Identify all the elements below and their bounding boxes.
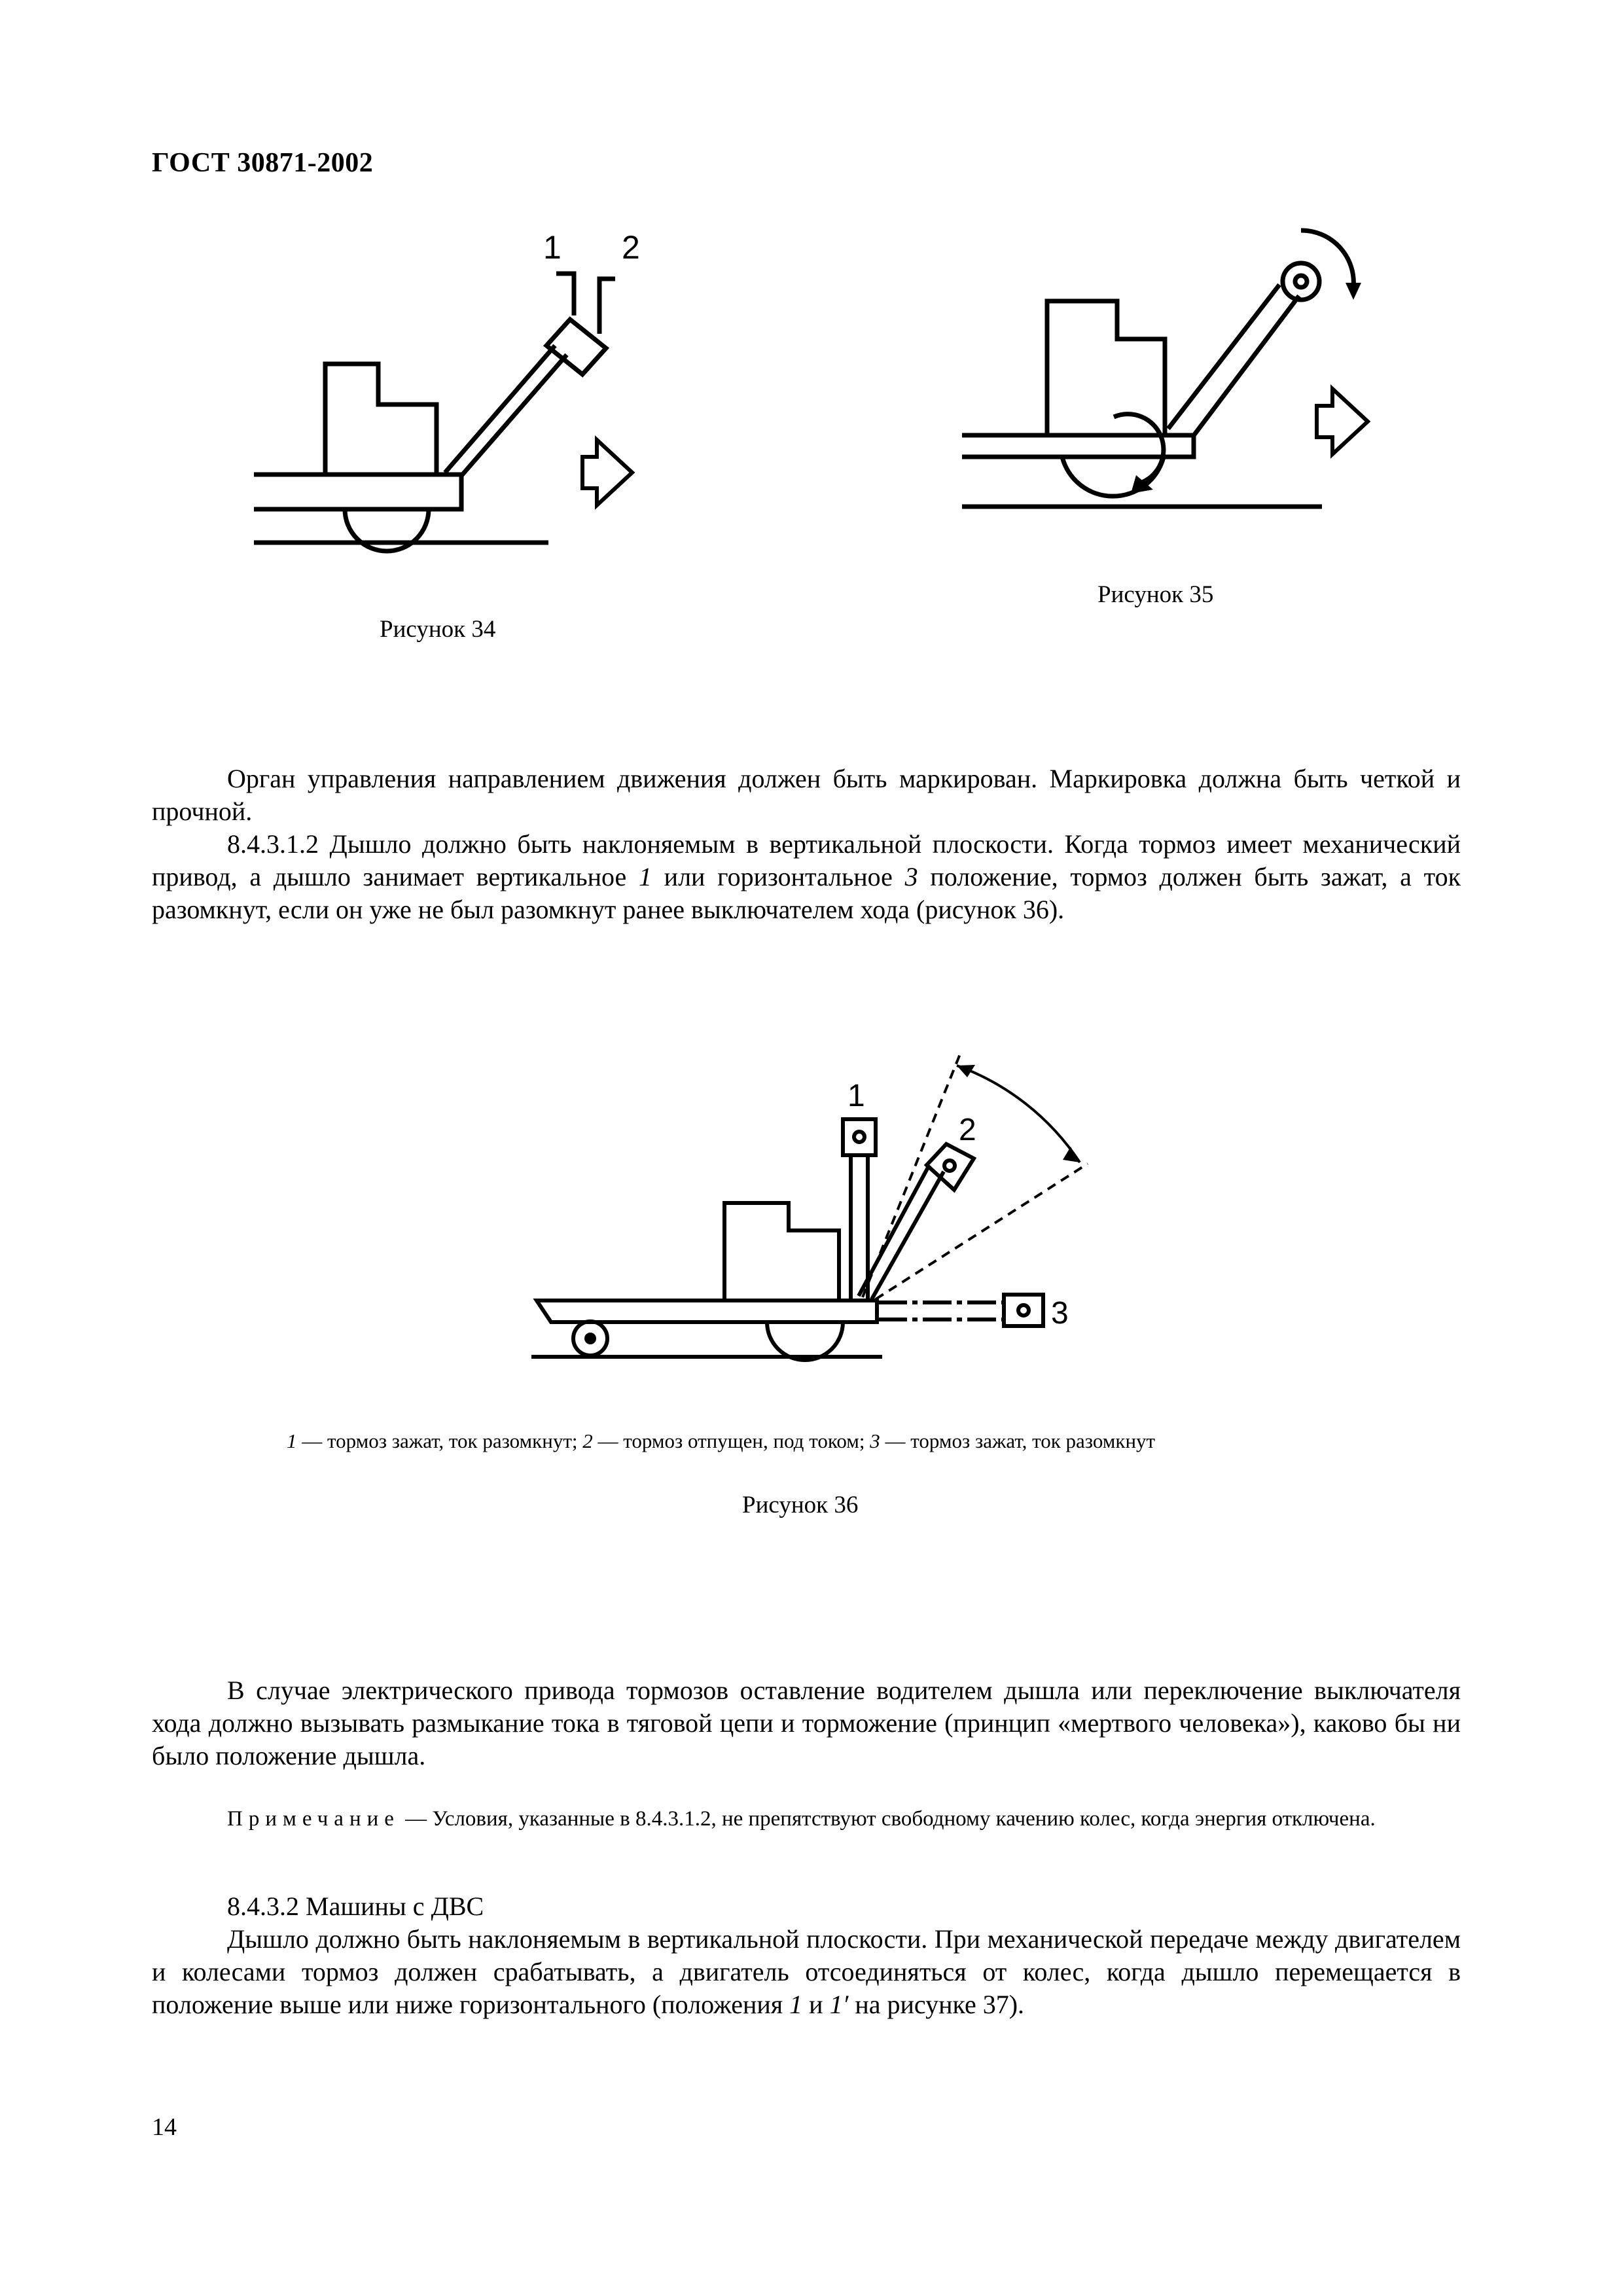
legend-n3: 3 bbox=[870, 1429, 880, 1452]
fig36-range-arc bbox=[957, 1066, 1080, 1162]
note-text: — Условия, указанные в 8.4.3.1.2, не препятствуют свободному качению колес, когда энергия отключена. bbox=[399, 1807, 1376, 1831]
fig36-grip-pos1 bbox=[843, 1119, 876, 1155]
fig35-handle bbox=[1168, 285, 1279, 429]
legend-t1: — тормоз зажат, ток разомкнут; bbox=[296, 1429, 583, 1452]
fig35-direction-arrow bbox=[1317, 389, 1368, 454]
legend-t3: — тормоз зажат, ток разомкнут bbox=[880, 1429, 1156, 1452]
p2-num3: 3 bbox=[904, 862, 918, 891]
fig34-grip bbox=[546, 319, 606, 374]
fig35-rotate-arrow-wheel bbox=[1114, 414, 1164, 482]
fig35-rotate-arrow-handle bbox=[1301, 230, 1353, 288]
fig36-grip-pos2 bbox=[927, 1144, 974, 1190]
fig34-body bbox=[254, 364, 461, 509]
text-block-3 bbox=[152, 1890, 1461, 2021]
paragraph-8-4-3-1-2 bbox=[152, 828, 1461, 926]
fig36-rear-wheel bbox=[767, 1322, 843, 1360]
paragraph-ice-machines bbox=[152, 1923, 1461, 2021]
legend-t2: — тормоз отпущен, под током; bbox=[592, 1429, 870, 1452]
fig36-front-wheel bbox=[573, 1321, 607, 1355]
p4-part2: и bbox=[802, 1990, 830, 2019]
legend-n2: 2 bbox=[582, 1429, 593, 1452]
fig36-range-line-2 bbox=[876, 1164, 1088, 1299]
figure-35-caption: Рисунок 35 bbox=[1097, 581, 1214, 608]
p4-part1: Дышло должно быть наклоняемым в вертикальной плоскости. При механической передаче между двигателем и колесами тормоз должен срабатывать, а двигатель отсоединяться от колес, когда дышло перемещается в положение выше или ниже горизонтального (положения bbox=[152, 1924, 1461, 2019]
p4-num1p: 1′ bbox=[829, 1990, 849, 2019]
paragraph-marking: Орган управления направлением движения должен быть маркирован. Маркировка должна быть четкой и прочной. bbox=[152, 764, 1461, 826]
fig34-handle bbox=[445, 346, 555, 473]
fig35-wheel bbox=[1062, 457, 1164, 496]
fig36-handle-pos2 bbox=[859, 1165, 929, 1296]
fig34-label-1: 1 bbox=[543, 229, 562, 266]
fig36-label-2: 2 bbox=[959, 1113, 976, 1147]
fig35-body bbox=[962, 301, 1194, 457]
figure-34-caption: Рисунок 34 bbox=[380, 616, 496, 643]
figure-36-caption: Рисунок 36 bbox=[742, 1492, 859, 1518]
text-block-1 bbox=[152, 762, 1461, 926]
fig36-body bbox=[537, 1203, 877, 1322]
fig34-pointer-2 bbox=[599, 279, 615, 334]
text-block-2 bbox=[152, 1674, 1461, 1772]
fig35-handle-eye bbox=[1283, 263, 1319, 300]
fig34-direction-arrow bbox=[582, 440, 632, 505]
p4-part3: на рисунке 37). bbox=[848, 1990, 1025, 2019]
paragraph-electric-drive: В случае электрического привода тормозов оставление водителем дышла или переключение выключателя хода должно вызывать размыкание тока в тяговой цепи и торможение (принцип «мертвого человека»), каково бы ни было положение дышла. bbox=[152, 1676, 1461, 1770]
page-number: 14 bbox=[152, 2113, 177, 2141]
legend-n1: 1 bbox=[287, 1429, 297, 1452]
p2-part1: 8.4.3.1.2 Дышло должно быть наклоняемым в вертикальной плоскости. Когда тормоз имеет механический привод, а дышло занимает вертикальное bbox=[152, 829, 1461, 891]
fig36-label-1: 1 bbox=[847, 1079, 865, 1113]
fig36-label-3: 3 bbox=[1051, 1296, 1069, 1331]
section-heading: 8.4.3.2 Машины с ДВС bbox=[227, 1892, 484, 1921]
fig36-range-line-1 bbox=[863, 1052, 961, 1297]
document-header: ГОСТ 30871-2002 bbox=[152, 148, 374, 178]
fig34-label-2: 2 bbox=[622, 229, 640, 266]
p2-part2: или горизонтальное bbox=[651, 862, 905, 891]
p4-num1: 1 bbox=[789, 1990, 803, 2019]
p2-num1: 1 bbox=[638, 862, 652, 891]
fig34-wheel bbox=[345, 509, 429, 551]
note-label: Примечание bbox=[227, 1807, 400, 1831]
fig36-grip-pos3 bbox=[1004, 1295, 1043, 1326]
note-block bbox=[152, 1805, 1461, 1833]
figure-36-legend bbox=[287, 1429, 1399, 1453]
p2-part3: положение, тормоз должен быть зажат, а ток разомкнут, если он уже не был разомкнут ранее выключателем хода (рисунок 36). bbox=[152, 862, 1461, 924]
fig34-pointer-1 bbox=[556, 274, 574, 315]
